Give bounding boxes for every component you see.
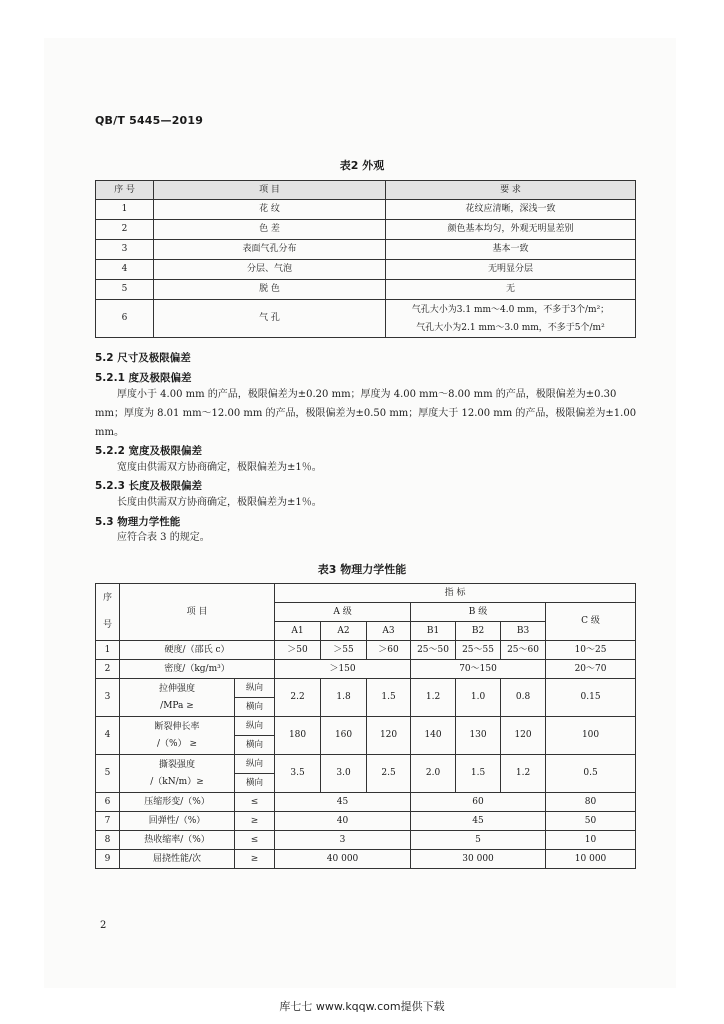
row-no: 6 (96, 300, 154, 338)
header-grade-c: C 级 (546, 603, 636, 641)
row-item-line2: /MPa ≥ (160, 700, 194, 711)
cell-b: 60 (411, 793, 546, 812)
cell-a3: ＞60 (367, 641, 411, 660)
header-no-bottom: 号 (102, 620, 112, 630)
cell-a: 40 (275, 812, 411, 831)
cell-c: 10 (546, 831, 636, 850)
header-index: 指 标 (275, 584, 636, 603)
paragraph-5-2-2: 宽度由供需双方协商确定，极限偏差为±1％。 (117, 462, 322, 473)
table-row (96, 240, 636, 260)
paragraph-5-2-3: 长度由供需双方协商确定，极限偏差为±1％。 (117, 497, 322, 508)
cell-b1: 1.2 (411, 679, 456, 717)
row-no: 1 (96, 641, 120, 660)
cell-b1: 2.0 (411, 755, 456, 793)
row-no: 5 (96, 755, 120, 793)
row-no: 7 (96, 812, 120, 831)
section-heading-5-2-1: 5.2.1 度及极限偏差 (95, 372, 192, 384)
direction-transverse: 横向 (235, 698, 275, 717)
cell-c: 10 000 (546, 850, 636, 869)
table-row (96, 831, 636, 850)
header-grade-b: B 级 (411, 603, 546, 622)
table-row (96, 755, 636, 774)
row-no: 6 (96, 793, 120, 812)
table-row (96, 280, 636, 300)
cell-a3: 1.5 (367, 679, 411, 717)
header-a2: A2 (321, 622, 367, 641)
cell-b3: 0.8 (501, 679, 546, 717)
row-item-line2: /（kN/m）≥ (150, 776, 204, 787)
cell-b2: 130 (456, 717, 501, 755)
row-operator: ≥ (235, 812, 275, 831)
row-item: 压缩形变/（%） (120, 793, 235, 812)
column-header-requirement: 要 求 (386, 181, 636, 200)
header-a3: A3 (367, 622, 411, 641)
row-item (120, 755, 235, 793)
cell-b2: 1.5 (456, 755, 501, 793)
paragraph-5-3: 应符合表 3 的规定。 (117, 532, 210, 543)
row-item: 密度/（kg/m³） (120, 660, 275, 679)
cell-b1: 140 (411, 717, 456, 755)
cell-c: 0.15 (546, 679, 636, 717)
row-item: 分层、气泡 (154, 260, 386, 280)
download-footer: 库七七 www.kqqw.com提供下载 (279, 1000, 445, 1013)
cell-b2: 1.0 (456, 679, 501, 717)
row-no: 2 (96, 220, 154, 240)
cell-c: 20～70 (546, 660, 636, 679)
direction-longitudinal: 纵向 (235, 679, 275, 698)
header-grade-a: A 级 (275, 603, 411, 622)
header-item: 项 目 (120, 584, 275, 641)
standard-number: QB/T 5445—2019 (95, 114, 204, 127)
cell-b: 5 (411, 831, 546, 850)
row-requirement: 颜色基本均匀，外观无明显差别 (386, 220, 636, 240)
table-row (96, 200, 636, 220)
direction-transverse: 横向 (235, 774, 275, 793)
cell-a3: 120 (367, 717, 411, 755)
cell-a3: 2.5 (367, 755, 411, 793)
cell-a1: 2.2 (275, 679, 321, 717)
section-heading-5-2-3: 5.2.3 长度及极限偏差 (95, 480, 203, 492)
row-no: 4 (96, 260, 154, 280)
direction-transverse: 横向 (235, 736, 275, 755)
cell-a1: ＞50 (275, 641, 321, 660)
table3-caption: 表3 物理力学性能 (317, 563, 407, 576)
row-no: 4 (96, 717, 120, 755)
cell-b: 30 000 (411, 850, 546, 869)
cell-c: 10～25 (546, 641, 636, 660)
appearance-table (95, 180, 636, 338)
cell-c: 80 (546, 793, 636, 812)
column-header-item: 项 目 (154, 181, 386, 200)
row-requirement (386, 300, 636, 338)
row-no: 8 (96, 831, 120, 850)
row-item-line1: 拉伸强度 (158, 683, 195, 694)
row-no: 9 (96, 850, 120, 869)
cell-b3: 25～60 (501, 641, 546, 660)
cell-a: 45 (275, 793, 411, 812)
cell-c: 0.5 (546, 755, 636, 793)
cell-c: 100 (546, 717, 636, 755)
row-item (120, 679, 235, 717)
row-requirement: 无 (386, 280, 636, 300)
header-a1: A1 (275, 622, 321, 641)
row-item: 色 差 (154, 220, 386, 240)
row-item (120, 717, 235, 755)
requirement-line: 气孔大小为2.1 mm～3.0 mm，不多于5个/m² (416, 322, 605, 333)
header-no-top: 序 (102, 593, 112, 604)
cell-c: 50 (546, 812, 636, 831)
row-requirement: 无明显分层 (386, 260, 636, 280)
section-heading-5-2-2: 5.2.2 宽度及极限偏差 (95, 445, 203, 457)
table-row (96, 300, 636, 338)
row-operator: ≥ (235, 850, 275, 869)
row-no: 3 (96, 679, 120, 717)
header-b1: B1 (411, 622, 456, 641)
table-row (96, 679, 636, 698)
cell-a2: ＞55 (321, 641, 367, 660)
table-row (96, 220, 636, 240)
cell-b: 70～150 (411, 660, 546, 679)
row-no: 1 (96, 200, 154, 220)
requirement-line: 气孔大小为3.1 mm～4.0 mm，不多于3个/m²； (411, 304, 610, 315)
header-b3: B3 (501, 622, 546, 641)
row-item: 硬度/（邵氏 c） (120, 641, 275, 660)
row-item: 花 纹 (154, 200, 386, 220)
row-item: 回弹性/（%） (120, 812, 235, 831)
header-b2: B2 (456, 622, 501, 641)
cell-a: 40 000 (275, 850, 411, 869)
physical-properties-table (95, 583, 636, 869)
direction-longitudinal: 纵向 (235, 755, 275, 774)
row-no: 2 (96, 660, 120, 679)
cell-b: 45 (411, 812, 546, 831)
table-row (96, 812, 636, 831)
table-row (96, 660, 636, 679)
direction-longitudinal: 纵向 (235, 717, 275, 736)
table-row (96, 793, 636, 812)
cell-a1: 180 (275, 717, 321, 755)
section-heading-5-2: 5.2 尺寸及极限偏差 (95, 352, 191, 364)
row-item-line1: 断裂伸长率 (154, 721, 200, 732)
row-item: 屈挠性能/次 (120, 850, 235, 869)
table-header-row (96, 584, 636, 603)
row-requirement: 基本一致 (386, 240, 636, 260)
table-row (96, 850, 636, 869)
row-item: 热收缩率/（%） (120, 831, 235, 850)
cell-b3: 120 (501, 717, 546, 755)
cell-a: ＞150 (275, 660, 411, 679)
table2-caption: 表2 外观 (339, 159, 385, 172)
cell-b3: 1.2 (501, 755, 546, 793)
cell-a: 3 (275, 831, 411, 850)
table-header-row (96, 181, 636, 200)
column-header-no: 序 号 (96, 181, 154, 200)
cell-a2: 160 (321, 717, 367, 755)
row-item-line2: /（%） ≥ (157, 738, 197, 749)
paragraph-5-2-1: 厚度小于 4.00 mm 的产品，极限偏差为±0.20 mm；厚度为 4.00 mm～8.00 mm 的产品，极限偏差为±0.30 mm；厚度为 8.01 mm～12.00 mm 的产品，极限偏差为±0.50 mm；厚度大于 12.00 mm 的产品，极限偏差为±1.00 mm。 (95, 389, 637, 438)
section-heading-5-3: 5.3 物理力学性能 (95, 516, 181, 528)
cell-b1: 25～50 (411, 641, 456, 660)
row-requirement: 花纹应清晰，深浅一致 (386, 200, 636, 220)
cell-a1: 3.5 (275, 755, 321, 793)
row-item: 气 孔 (154, 300, 386, 338)
page-number: 2 (100, 920, 107, 931)
table-row (96, 260, 636, 280)
header-no (96, 584, 120, 641)
row-item: 脱 色 (154, 280, 386, 300)
row-no: 3 (96, 240, 154, 260)
table-row (96, 717, 636, 736)
cell-a2: 1.8 (321, 679, 367, 717)
cell-b2: 25～55 (456, 641, 501, 660)
row-no: 5 (96, 280, 154, 300)
row-operator: ≤ (235, 793, 275, 812)
row-operator: ≤ (235, 831, 275, 850)
table-row (96, 641, 636, 660)
cell-a2: 3.0 (321, 755, 367, 793)
row-item-line1: 撕裂强度 (158, 759, 195, 770)
row-item: 表面气孔分布 (154, 240, 386, 260)
